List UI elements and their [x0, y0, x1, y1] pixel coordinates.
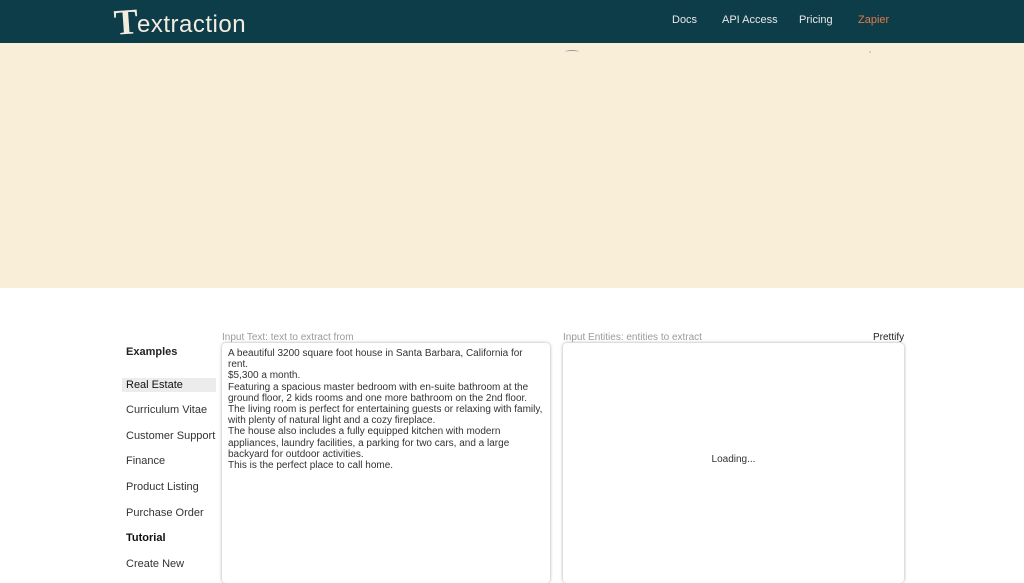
sidebar-item-create-new[interactable]: Create New: [126, 558, 185, 570]
hero-decoration: [565, 50, 579, 54]
textraction-logo[interactable]: [112, 1, 247, 43]
input-text-line: The living room is perfect for entertaining guests or relaxing with family, with plenty of natural light and a cozy fireplace.: [228, 404, 543, 427]
sidebar-item-purchase-order[interactable]: Purchase Order: [126, 507, 204, 519]
sidebar-item-real-estate[interactable]: Real Estate: [122, 378, 216, 392]
input-text-line: The house also includes a fully equipped kitchen with modern appliances, laundry facilities, a parking for two cars, and a large backyard for outdoor activities.: [228, 426, 510, 460]
input-text-line: A beautiful 3200 square foot house in Santa Barbara, California for rent.: [228, 348, 523, 371]
nav-zapier-link[interactable]: Zapier: [858, 14, 890, 26]
input-entities-editor[interactable]: [563, 343, 904, 583]
hero-banner: [0, 43, 1024, 288]
input-text-area[interactable]: [222, 343, 550, 583]
sidebar-item-product-listing[interactable]: Product Listing: [126, 481, 199, 493]
nav-pricing-link[interactable]: Pricing: [799, 14, 833, 26]
top-navbar: [0, 0, 1024, 43]
loading-indicator: Loading...: [711, 454, 756, 465]
sidebar-item-customer-support[interactable]: Customer Support: [126, 430, 216, 442]
examples-heading: Examples: [126, 346, 178, 358]
input-text-line: This is the perfect place to call home.: [228, 460, 394, 472]
sidebar-item-curriculum-vitae[interactable]: Curriculum Vitae: [126, 404, 208, 416]
hero-decoration-dot: [869, 51, 871, 53]
nav-api-access-link[interactable]: API Access: [722, 14, 778, 26]
input-text-line: Featuring a spacious master bedroom with en-suite bathroom at the ground floor, 2 kids rooms and one more bathroom on the 2nd floor.: [228, 381, 529, 404]
logo-wordmark: extraction: [137, 11, 247, 38]
prettify-button[interactable]: Prettify: [873, 332, 905, 343]
sidebar-item-finance[interactable]: Finance: [126, 455, 166, 467]
nav-docs-link[interactable]: Docs: [672, 14, 698, 26]
input-entities-label: Input Entities: entities to extract: [563, 332, 702, 343]
logo-initial: T: [112, 1, 140, 43]
input-text-line: $5,300 a month.: [228, 370, 301, 382]
sidebar-item-tutorial[interactable]: Tutorial: [126, 532, 166, 544]
input-text-label: Input Text: text to extract from: [222, 332, 354, 343]
